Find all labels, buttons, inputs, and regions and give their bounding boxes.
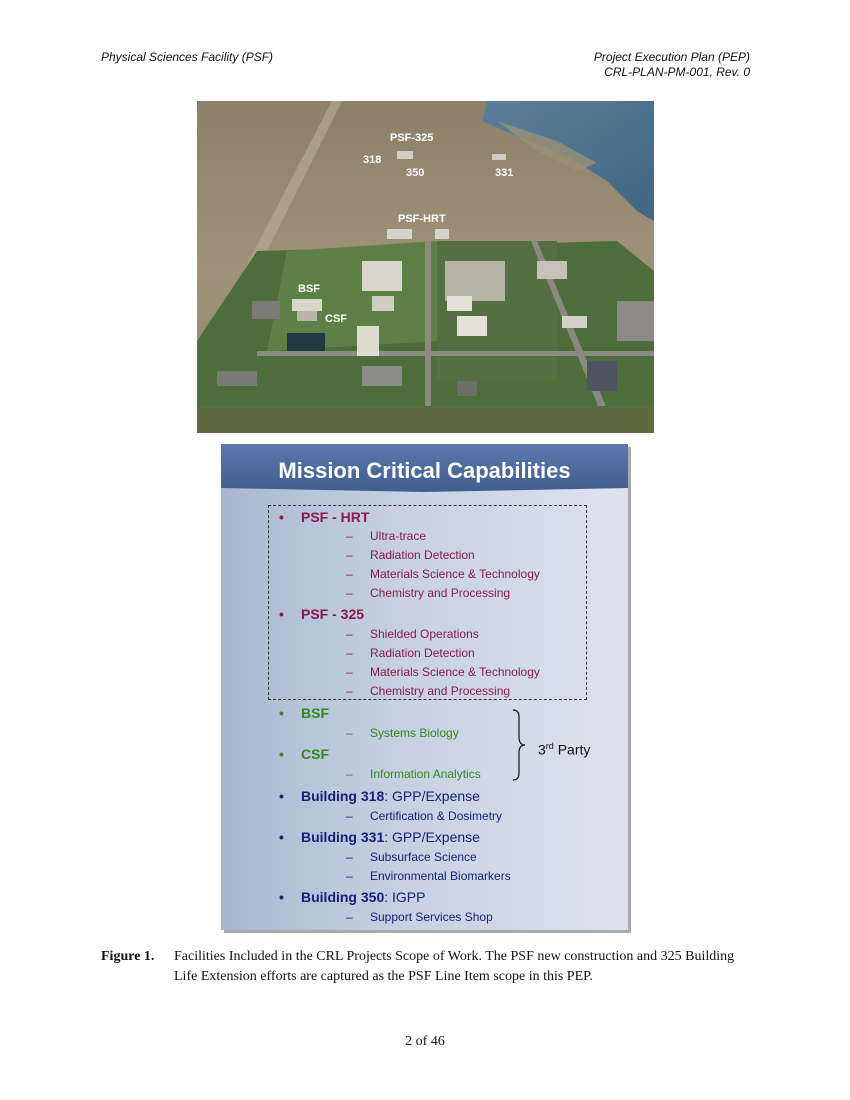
- item-building-331: [279, 829, 480, 845]
- sub-item-label: Environmental Biomarkers: [370, 869, 511, 883]
- bullet: •: [279, 606, 284, 622]
- third-party-label: [538, 741, 590, 758]
- header-right-line1: Project Execution Plan (PEP): [593, 50, 750, 64]
- sub-item-label: Information Analytics: [370, 767, 481, 781]
- dash: –: [346, 665, 353, 679]
- capabilities-panel: [221, 444, 628, 930]
- dash: –: [346, 586, 353, 600]
- aerial-photo: [197, 101, 654, 433]
- item-bsf-label: BSF: [301, 705, 329, 721]
- sub-item-label: Shielded Operations: [370, 627, 479, 641]
- item-building-350: [279, 889, 425, 905]
- sub-item: [346, 910, 493, 924]
- photo-label-350: 350: [406, 167, 425, 179]
- sub-item: [346, 684, 510, 698]
- sub-item: [346, 567, 540, 581]
- dash: –: [346, 548, 353, 562]
- sub-item: [346, 809, 502, 823]
- third-party-suffix-sup: rd: [545, 741, 554, 751]
- dash: –: [346, 627, 353, 641]
- sub-item: [346, 586, 510, 600]
- sub-item: [346, 850, 477, 864]
- photo-label-318: 318: [363, 154, 382, 166]
- item-csf-label: CSF: [301, 746, 329, 762]
- brace-icon: [511, 709, 527, 781]
- item-psf-325-label: PSF - 325: [301, 606, 365, 622]
- item-psf-hrt: [279, 509, 369, 525]
- item-csf: [279, 746, 329, 762]
- item-building-350-funding: : IGPP: [384, 889, 426, 905]
- sub-item-label: Subsurface Science: [370, 850, 477, 864]
- sub-item-label: Radiation Detection: [370, 646, 475, 660]
- sub-item: [346, 627, 479, 641]
- item-bsf: [279, 705, 329, 721]
- photo-label-psf325: PSF-325: [390, 132, 434, 144]
- sub-item: [346, 665, 540, 679]
- bullet: •: [279, 746, 284, 762]
- photo-label-psfhrt: PSF-HRT: [398, 213, 446, 225]
- item-building-331-label: Building 331: [301, 829, 385, 845]
- item-building-318: [279, 788, 480, 804]
- item-psf-hrt-label: PSF - HRT: [301, 509, 370, 525]
- header-right: [594, 50, 750, 80]
- photo-label-csf: CSF: [325, 313, 347, 325]
- sub-item: [346, 869, 511, 883]
- photo-label-331: 331: [495, 167, 514, 179]
- photo-label-bsf: BSF: [298, 283, 320, 295]
- third-party-text: Party: [553, 741, 591, 758]
- dash: –: [346, 809, 353, 823]
- dash: –: [346, 767, 353, 781]
- sub-item-label: Systems Biology: [370, 726, 459, 740]
- dash: –: [346, 646, 353, 660]
- sub-item-label: Materials Science & Technology: [370, 567, 540, 581]
- bullet: •: [279, 788, 284, 804]
- item-building-318-label: Building 318: [301, 788, 385, 804]
- bullet: •: [279, 889, 284, 905]
- dash: –: [346, 910, 353, 924]
- sub-item: [346, 767, 481, 781]
- dash: –: [346, 567, 353, 581]
- bullet: •: [279, 829, 284, 845]
- sub-item-label: Chemistry and Processing: [370, 586, 511, 600]
- sub-item-label: Ultra-trace: [370, 529, 427, 543]
- header-left: Physical Sciences Facility (PSF): [101, 50, 274, 64]
- bullet: •: [279, 509, 284, 525]
- item-building-350-label: Building 350: [301, 889, 385, 905]
- dash: –: [346, 684, 353, 698]
- sub-item: [346, 646, 475, 660]
- bullet: •: [279, 705, 284, 721]
- dash: –: [346, 869, 353, 883]
- item-building-331-funding: : GPP/Expense: [384, 829, 480, 845]
- third-party-number: 3: [538, 741, 546, 758]
- sub-item-label: Certification & Dosimetry: [370, 809, 503, 823]
- dash: –: [346, 850, 353, 864]
- dash: –: [346, 529, 353, 543]
- sub-item: [346, 548, 475, 562]
- page-number: 2 of 46: [405, 1034, 445, 1049]
- item-psf-325: [279, 606, 364, 622]
- item-building-318-funding: : GPP/Expense: [384, 788, 480, 804]
- figure-caption-text: Facilities Included in the CRL Projects Scope of Work. The PSF new construction and 325 Building Life Extension efforts are captured as the PSF Line Item scope in this PEP.: [174, 949, 735, 984]
- sub-item: [346, 529, 426, 543]
- figure-caption-label: Figure 1.: [101, 949, 155, 964]
- sub-item-label: Materials Science & Technology: [370, 665, 540, 679]
- sub-item-label: Chemistry and Processing: [370, 684, 511, 698]
- sub-item: [346, 726, 459, 740]
- aerial-photo-svg: [197, 101, 654, 433]
- sub-item-label: Support Services Shop: [370, 910, 493, 924]
- dash: –: [346, 726, 353, 740]
- header-right-line2: CRL-PLAN-PM-001, Rev. 0: [604, 65, 750, 79]
- panel-title: Mission Critical Capabilities: [278, 458, 571, 483]
- sub-item-label: Radiation Detection: [370, 548, 475, 562]
